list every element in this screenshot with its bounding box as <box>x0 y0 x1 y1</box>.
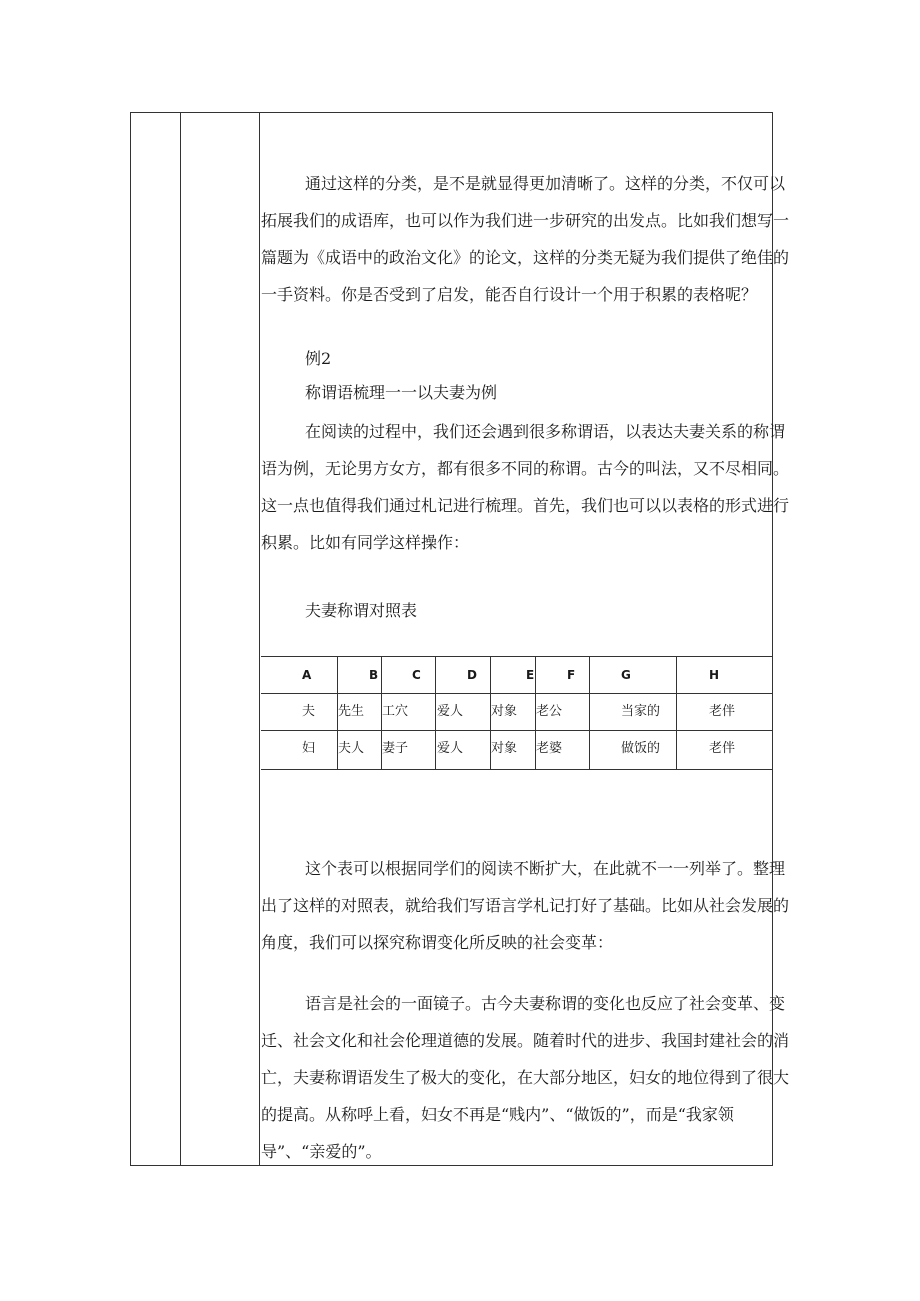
text-line: 出了这样的对照表，就给我们写语言学札记打好了基础。比如从社会发展的 <box>261 896 790 915</box>
table-col-divider <box>435 657 436 769</box>
example-label: 例2 <box>305 349 332 368</box>
text-line: 角度，我们可以探究称谓变化所反映的社会变革： <box>261 933 614 952</box>
table-header-cell: B <box>369 668 379 682</box>
text-line: 迁、社会文化和社会伦理道德的发展。随着时代的进步、我国封建社会的消 <box>261 1031 790 1050</box>
table-header-cell: A <box>302 668 312 682</box>
table-cell: 做饭的 <box>621 741 661 756</box>
table-header-cell: F <box>567 668 576 682</box>
text-line: 篇题为《成语中的政治文化》的论文，这样的分类无疑为我们提供了绝佳的 <box>261 248 790 267</box>
table-header-cell: D <box>467 668 477 682</box>
text-line: 这一点也值得我们通过札记进行梳理。首先，我们也可以以表格的形式进行 <box>261 496 790 515</box>
text-line: 导”、“亲爱的”。 <box>261 1142 382 1161</box>
text-line: 的提高。从称呼上看，妇女不再是“贱内”、“做饭的”，而是“我家领 <box>261 1105 734 1124</box>
table-header-cell: G <box>621 668 631 682</box>
text-line: 语为例，无论男方女方，都有很多不同的称谓。古今的叫法，又不尽相同。 <box>261 459 790 478</box>
table-cell: 妇 <box>302 741 316 756</box>
table-cell: 妻子 <box>382 741 409 756</box>
paragraph-address-terms <box>261 413 790 561</box>
column-divider-2 <box>259 113 260 1165</box>
table-cell: 爱人 <box>437 704 464 719</box>
text-line: 一手资料。你是否受到了启发，能否自行设计一个用于积累的表格呢？ <box>261 285 758 304</box>
table-header-cell: E <box>526 668 535 682</box>
column-divider-1 <box>180 113 181 1165</box>
text-line: 语言是社会的一面镜子。古今夫妻称谓的变化也反应了社会变革、变 <box>305 994 786 1013</box>
table-cell: 老婆 <box>536 741 563 756</box>
paragraph-table-summary <box>261 850 790 961</box>
table-cell: 对象 <box>491 704 518 719</box>
table-col-divider <box>676 657 677 769</box>
table-cell: 夫人 <box>338 741 365 756</box>
table-title: 夫妻称谓对照表 <box>305 601 418 620</box>
content-cell <box>261 113 790 1165</box>
text-line: 拓展我们的成语库，也可以作为我们进一步研究的出发点。比如我们想写一 <box>261 211 790 230</box>
table-cell: 老公 <box>536 704 563 719</box>
paragraph-classification <box>261 165 790 313</box>
table-cell: 老伴 <box>709 741 736 756</box>
table-cell: 对象 <box>491 741 518 756</box>
table-cell: 爱人 <box>437 741 464 756</box>
table-cell: 工穴 <box>382 704 409 719</box>
table-header-cell: H <box>709 668 720 682</box>
text-line: 亡，夫妻称谓语发生了极大的变化，在大部分地区，妇女的地位得到了很大 <box>261 1068 790 1087</box>
example-title: 称谓语梳理一一以夫妻为例 <box>305 383 498 402</box>
spouse-terms-table <box>261 656 772 770</box>
table-cell: 夫 <box>302 704 316 719</box>
table-cell: 老伴 <box>709 704 736 719</box>
table-header-cell: C <box>412 668 421 682</box>
text-line: 在阅读的过程中，我们还会遇到很多称谓语，以表达夫妻关系的称谓 <box>305 422 786 441</box>
paragraph-social-change <box>261 985 790 1170</box>
text-line: 这个表可以根据同学们的阅读不断扩大，在此就不一一列举了。整理 <box>305 859 786 878</box>
outer-table <box>130 112 790 1166</box>
text-line: 积累。比如有同学这样操作： <box>261 533 470 552</box>
table-cell: 先生 <box>338 704 365 719</box>
table-col-divider <box>589 657 590 769</box>
text-line: 通过这样的分类，是不是就显得更加清晰了。这样的分类，不仅可以 <box>305 174 786 193</box>
table-cell: 当家的 <box>621 704 661 719</box>
